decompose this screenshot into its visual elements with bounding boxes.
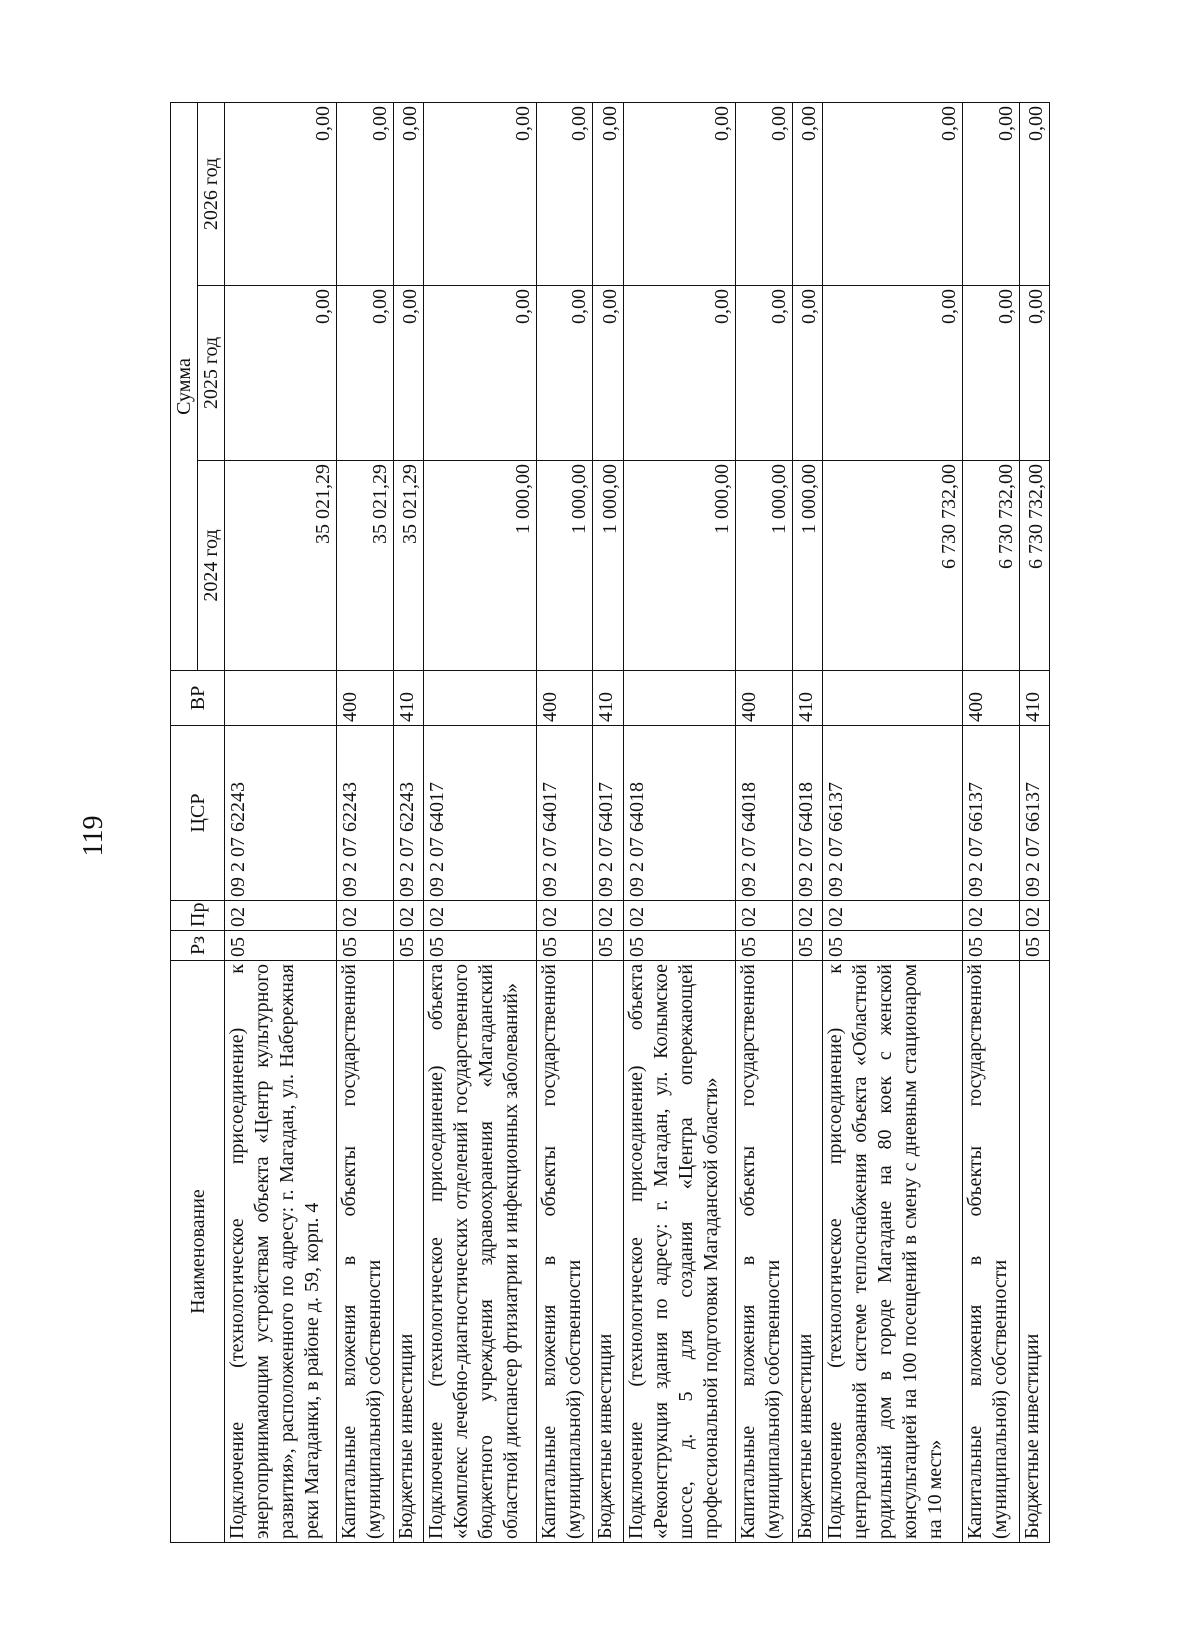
cell-rz: 05 [1019, 931, 1049, 961]
cell-2024: 6 730 732,00 [1019, 461, 1049, 671]
cell-2024: 1 000,00 [424, 461, 536, 671]
cell-2025: 0,00 [735, 286, 792, 461]
cell-2026: 0,00 [337, 102, 394, 285]
cell-2025: 0,00 [424, 286, 536, 461]
header-year-2026: 2026 год [198, 102, 225, 285]
header-sum: Сумма [171, 102, 198, 670]
cell-2025: 0,00 [623, 286, 735, 461]
cell-2026: 0,00 [1019, 102, 1049, 285]
cell-pr: 02 [337, 901, 394, 931]
cell-pr: 02 [792, 901, 822, 931]
cell-vr: 410 [394, 671, 424, 726]
cell-name: Подключение (технологическое присоединение) объекта «Комплекс лечебно-диагностических отделений государственного бюджетного учреждения здравоохранения «Магаданский областной диспансер фтизиатрии и инфекционных заболеваний» [424, 961, 536, 1543]
cell-csr: 09 2 07 66137 [822, 726, 962, 901]
table-body [225, 102, 1050, 1542]
cell-2025: 0,00 [536, 286, 593, 461]
cell-rz: 05 [225, 931, 337, 961]
header-pr: Пр [171, 901, 225, 931]
cell-vr [822, 671, 962, 726]
cell-2025: 0,00 [963, 286, 1020, 461]
cell-2025: 0,00 [337, 286, 394, 461]
cell-vr: 400 [536, 671, 593, 726]
cell-pr: 02 [424, 901, 536, 931]
cell-2024: 1 000,00 [623, 461, 735, 671]
cell-csr: 09 2 07 64018 [623, 726, 735, 901]
cell-2024: 35 021,29 [337, 461, 394, 671]
cell-2025: 0,00 [792, 286, 822, 461]
cell-pr: 02 [822, 901, 962, 931]
cell-2024: 1 000,00 [536, 461, 593, 671]
cell-vr: 410 [1019, 671, 1049, 726]
header-name: Наименование [171, 961, 225, 1543]
cell-name: Капитальные вложения в объекты государственной (муниципальной) собственности [337, 961, 394, 1543]
cell-2025: 0,00 [1019, 286, 1049, 461]
cell-csr: 09 2 07 62243 [337, 726, 394, 901]
cell-csr: 09 2 07 64017 [593, 726, 623, 901]
cell-2026: 0,00 [394, 102, 424, 285]
cell-2024: 1 000,00 [735, 461, 792, 671]
cell-csr: 09 2 07 64018 [735, 726, 792, 901]
table-row [822, 102, 962, 1542]
cell-2026: 0,00 [963, 102, 1020, 285]
cell-vr: 400 [963, 671, 1020, 726]
cell-2026: 0,00 [536, 102, 593, 285]
cell-2024: 6 730 732,00 [822, 461, 962, 671]
page-number: 119 [78, 815, 109, 857]
cell-vr [424, 671, 536, 726]
cell-name: Подключение (технологическое присоединение) к централизованной системе теплоснабжения объекта «Областной родильный дом в городе Магадане на 80 коек с женской консультацией на 100 посещений в смену с дневным стационаром на 10 мест» [822, 961, 962, 1543]
header-year-2025: 2025 год [198, 286, 225, 461]
cell-pr: 02 [623, 901, 735, 931]
cell-pr: 02 [963, 901, 1020, 931]
cell-pr: 02 [225, 901, 337, 931]
cell-pr: 02 [1019, 901, 1049, 931]
table-row [1019, 102, 1049, 1542]
cell-2024: 1 000,00 [593, 461, 623, 671]
cell-2026: 0,00 [822, 102, 962, 285]
cell-name: Подключение (технологическое присоединение) к энергопринимающим устройствам объекта «Центр культурного развития», расположенного по адресу: г. Магадан, ул. Набережная реки Магаданки, в районе д. 59, корп. 4 [225, 961, 337, 1543]
cell-vr [623, 671, 735, 726]
cell-pr: 02 [536, 901, 593, 931]
cell-pr: 02 [593, 901, 623, 931]
cell-csr: 09 2 07 66137 [1019, 726, 1049, 901]
cell-vr: 400 [337, 671, 394, 726]
cell-2026: 0,00 [225, 102, 337, 285]
cell-2026: 0,00 [593, 102, 623, 285]
table-row [424, 102, 536, 1542]
cell-rz: 05 [963, 931, 1020, 961]
cell-rz: 05 [424, 931, 536, 961]
table-row [394, 102, 424, 1542]
cell-name: Бюджетные инвестиции [1019, 961, 1049, 1543]
table-row [225, 102, 337, 1542]
table-row [593, 102, 623, 1542]
cell-rz: 05 [623, 931, 735, 961]
budget-table [170, 102, 1050, 1543]
cell-rz: 05 [337, 931, 394, 961]
header-rz: Рз [171, 931, 225, 961]
table-row [623, 102, 735, 1542]
cell-2024: 35 021,29 [394, 461, 424, 671]
cell-name: Капитальные вложения в объекты государственной (муниципальной) собственности [963, 961, 1020, 1543]
cell-csr: 09 2 07 62243 [225, 726, 337, 901]
table-row [792, 102, 822, 1542]
cell-name: Бюджетные инвестиции [593, 961, 623, 1543]
cell-rz: 05 [394, 931, 424, 961]
header-vr: ВР [171, 671, 225, 726]
cell-vr: 400 [735, 671, 792, 726]
cell-2026: 0,00 [735, 102, 792, 285]
header-csr: ЦСР [171, 726, 225, 901]
cell-2025: 0,00 [394, 286, 424, 461]
cell-vr: 410 [593, 671, 623, 726]
cell-2026: 0,00 [792, 102, 822, 285]
cell-vr: 410 [792, 671, 822, 726]
cell-name: Капитальные вложения в объекты государственной (муниципальной) собственности [735, 961, 792, 1543]
rotated-page-content [170, 103, 1050, 1543]
cell-name: Бюджетные инвестиции [792, 961, 822, 1543]
table-row [536, 102, 593, 1542]
cell-2024: 1 000,00 [792, 461, 822, 671]
cell-csr: 09 2 07 64018 [792, 726, 822, 901]
cell-rz: 05 [536, 931, 593, 961]
cell-rz: 05 [593, 931, 623, 961]
header-year-2024: 2024 год [198, 461, 225, 671]
cell-2026: 0,00 [623, 102, 735, 285]
cell-csr: 09 2 07 62243 [394, 726, 424, 901]
cell-rz: 05 [792, 931, 822, 961]
cell-rz: 05 [822, 931, 962, 961]
cell-pr: 02 [394, 901, 424, 931]
cell-2026: 0,00 [424, 102, 536, 285]
cell-2025: 0,00 [593, 286, 623, 461]
table-row [735, 102, 792, 1542]
table-row [337, 102, 394, 1542]
cell-rz: 05 [735, 931, 792, 961]
cell-name: Подключение (технологическое присоединение) объекта «Реконструкция здания по адресу: г. Магадан, ул. Колымское шоссе, д. 5 для создания «Центра опережающей профессиональной подготовки Магаданской области» [623, 961, 735, 1543]
cell-2024: 6 730 732,00 [963, 461, 1020, 671]
cell-csr: 09 2 07 66137 [963, 726, 1020, 901]
cell-vr [225, 671, 337, 726]
cell-name: Капитальные вложения в объекты государственной (муниципальной) собственности [536, 961, 593, 1543]
cell-pr: 02 [735, 901, 792, 931]
cell-name: Бюджетные инвестиции [394, 961, 424, 1543]
cell-2025: 0,00 [822, 286, 962, 461]
cell-2024: 35 021,29 [225, 461, 337, 671]
table-row [963, 102, 1020, 1542]
cell-csr: 09 2 07 64017 [424, 726, 536, 901]
cell-2025: 0,00 [225, 286, 337, 461]
cell-csr: 09 2 07 64017 [536, 726, 593, 901]
